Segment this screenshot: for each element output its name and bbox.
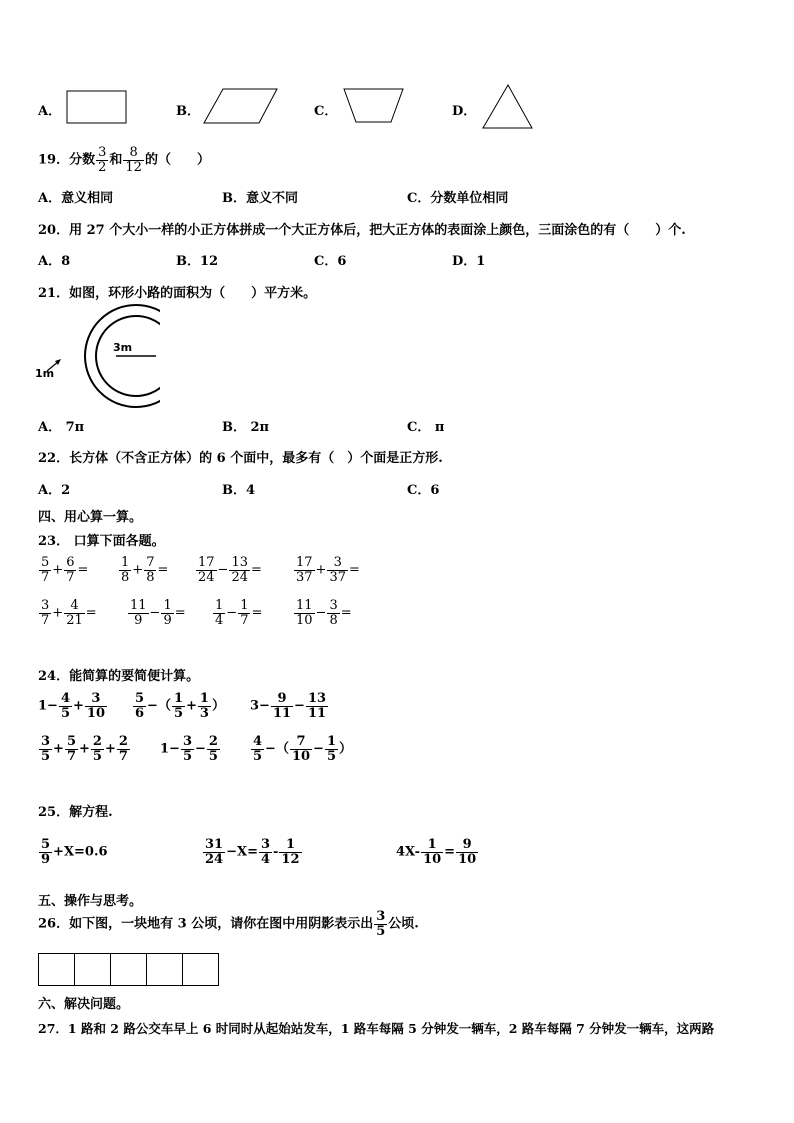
grid-cell[interactable] xyxy=(74,953,111,986)
q22-option-a: A．2 xyxy=(38,483,71,498)
q21-option-b: B． 2π xyxy=(222,420,270,435)
q19-option-b: B．意义不同 xyxy=(222,191,298,206)
ring-diagram xyxy=(35,303,160,411)
q27-question: 27．1 路和 2 路公交车早上 6 时同时从起始站发车，1 路车每隔 5 分钟发一辆车，2 路车每隔 7 分钟发一辆车，这两路 xyxy=(38,1021,715,1036)
q23-r1-e4: $\frac{17}{37}$ + $\frac{3}{37}$ = xyxy=(296,555,360,585)
grid-cell[interactable] xyxy=(38,953,75,986)
q25-eq3: 4X- $\frac{1}{10}$ = $\frac{9}{10}$ xyxy=(396,837,477,867)
section-4-heading: 四、用心算一算。 xyxy=(38,510,143,525)
q23-r2-e4: $\frac{11}{10}$ − $\frac{3}{8}$ = xyxy=(296,598,352,628)
q21-question: 21．如图，环形小路的面积为（ ）平方米。 xyxy=(38,286,317,301)
q19-suffix: 的（ ） xyxy=(144,152,210,168)
q19-option-c: C．分数单位相同 xyxy=(407,191,509,206)
q24-e2: $\frac{5}{6}$ −（ $\frac{1}{5}$ + $\frac{1}{3}$ ） xyxy=(135,691,225,721)
q20-option-c: C．6 xyxy=(314,254,347,269)
q19-mid: 和 xyxy=(109,152,123,168)
q25-eq2: $\frac{31}{24}$ −X= $\frac{3}{4}$ - $\frac{1}{12}$ xyxy=(205,837,300,867)
q19-option-a: A．意义相同 xyxy=(38,191,114,206)
q20-option-b: B．12 xyxy=(176,254,219,269)
q23-r2-e3: $\frac{1}{4}$ − $\frac{1}{7}$ = xyxy=(215,598,263,628)
width-label: 1m xyxy=(35,367,55,380)
triangle-shape xyxy=(482,84,534,130)
q24-e4: $\frac{3}{5}$ + $\frac{5}{7}$ + $\frac{2}{5}$ + $\frac{2}{7}$ xyxy=(41,734,128,764)
grid-cell[interactable] xyxy=(182,953,219,986)
parallelogram-shape xyxy=(203,88,279,126)
q19-frac1: $\frac{3}{2}$ xyxy=(98,145,107,175)
q20-question: 20．用 27 个大小一样的小正方体拼成一个大正方体后，把大正方体的表面涂上颜色，三面涂色的有（ ）个. xyxy=(38,223,686,238)
grid-cell[interactable] xyxy=(146,953,183,986)
q23-r1-e2: $\frac{1}{8}$ + $\frac{7}{8}$ = xyxy=(121,555,169,585)
land-grid[interactable] xyxy=(38,953,219,986)
section-5-heading: 五、操作与思考。 xyxy=(38,894,143,909)
grid-cell[interactable] xyxy=(110,953,147,986)
q25-title: 25．解方程. xyxy=(38,805,113,820)
q22-option-c: C．6 xyxy=(407,483,440,498)
q22-option-b: B．4 xyxy=(222,483,256,498)
q21-option-a: A． 7π xyxy=(38,420,85,435)
q18-option-a-label: A． xyxy=(38,104,62,119)
q19-question xyxy=(38,146,210,174)
radius-label: 3m xyxy=(113,341,133,354)
section-6-heading: 六、解决问题。 xyxy=(38,997,130,1012)
q23-r1-e3: $\frac{17}{24}$ − $\frac{13}{24}$ = xyxy=(198,555,262,585)
q18-option-c-label: C． xyxy=(314,104,338,119)
q24-e5: 1− $\frac{3}{5}$ − $\frac{2}{5}$ xyxy=(160,734,218,764)
q23-title: 23． 口算下面各题。 xyxy=(38,534,165,549)
q19-prefix: 19．分数 xyxy=(38,152,96,168)
ring-path-figure xyxy=(35,303,160,411)
q19-frac2: $\frac{8}{12}$ xyxy=(125,145,142,175)
q20-option-a: A．8 xyxy=(38,254,71,269)
q18-option-d-label: D． xyxy=(452,104,477,119)
q18-option-b-label: B． xyxy=(176,104,200,119)
q21-option-c: C． π xyxy=(407,420,445,435)
q22-question: 22．长方体（不含正方体）的 6 个面中，最多有（ ）个面是正方形. xyxy=(38,451,443,466)
q26-question: 26．如下图，一块地有 3 公顷，请你在图中用阴影表示出 $\frac{3}{5}$ 公顷. xyxy=(38,909,419,939)
q24-e3: 3− $\frac{9}{11}$ − $\frac{13}{11}$ xyxy=(250,691,327,721)
q24-title: 24．能简算的要简便计算。 xyxy=(38,669,200,684)
q23-r2-e1: $\frac{3}{7}$ + $\frac{4}{21}$ = xyxy=(41,598,97,628)
q23-r1-e1: $\frac{5}{7}$ + $\frac{6}{7}$ = xyxy=(41,555,89,585)
q23-r2-e2: $\frac{11}{9}$ − $\frac{1}{9}$ = xyxy=(130,598,186,628)
q25-eq1: $\frac{5}{9}$ +X=0.6 xyxy=(41,837,108,867)
q24-e6: $\frac{4}{5}$ −（ $\frac{7}{10}$ − $\frac{1}{5}$ ） xyxy=(253,734,353,764)
q24-e1: 1− $\frac{4}{5}$ + $\frac{3}{10}$ xyxy=(38,691,105,721)
trapezoid-shape xyxy=(343,88,405,126)
rectangle-shape xyxy=(66,90,128,126)
q20-option-d: D．1 xyxy=(452,254,486,269)
